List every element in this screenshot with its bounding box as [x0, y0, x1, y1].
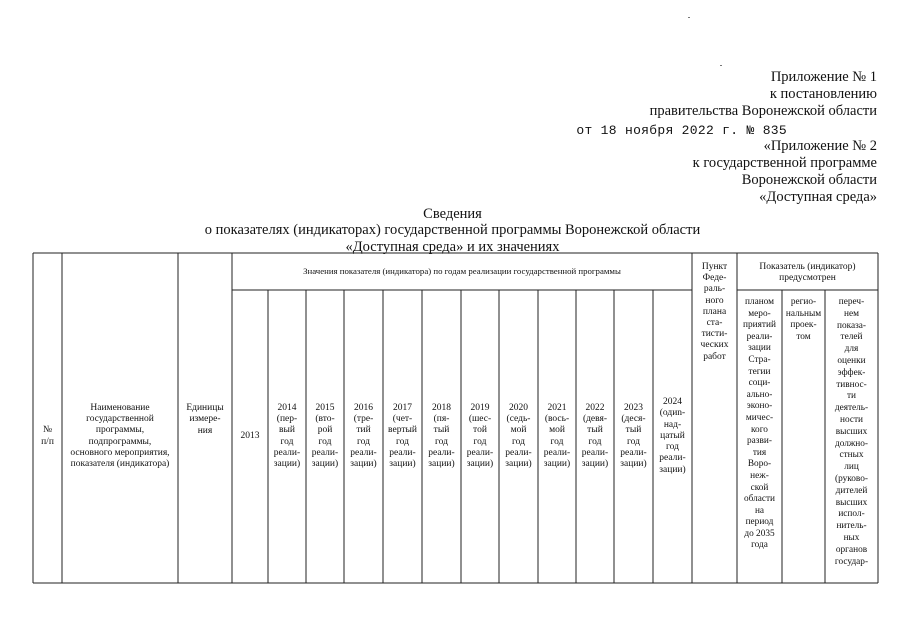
year-2018-header: 2018 (пя- тый год реали- зации)	[428, 402, 455, 469]
year-2022-header: 2022 (девя- тый год реали- зации)	[581, 402, 609, 469]
col-name-header: Наименование государственной программы, подпрограммы, основного мероприятия, показателя (индикатора)	[70, 402, 170, 469]
appendix-line-2: к постановлению	[769, 86, 877, 102]
appendix-decree-date: от 18 ноября 2022 г. № 835	[576, 123, 787, 138]
appendix-line-8: «Доступная среда»	[759, 189, 877, 205]
group-provided-header: Показатель (индикатор) предусмотрен	[759, 261, 856, 283]
doc-title: Сведения	[423, 206, 482, 222]
year-2016-header: 2016 (тре- тий год реали- зации)	[350, 402, 377, 469]
year-2015-header: 2015 (вто- рой год реали- зации)	[311, 402, 339, 469]
appendix-line-6: к государственной программе	[692, 155, 877, 171]
doc-subtitle: о показателях (индикаторах) государственной программы Воронежской области	[204, 222, 701, 238]
col-regional-project-header: регио- нальным проек- том	[785, 297, 822, 342]
group-values-header: Значения показателя (индикатора) по годам реализации государственной программы	[303, 265, 621, 276]
appendix-line-3: правительства Воронежской области	[649, 103, 877, 119]
col-number-header: № п/п	[41, 425, 54, 447]
doc-subtitle-2: «Доступная среда» и их значениях	[345, 239, 560, 255]
year-2019-header: 2019 (шес- той год реали- зации)	[466, 402, 494, 469]
year-2023-header: 2023 (деся- тый год реали- зации)	[620, 402, 647, 469]
col-officials-list-header: переч- нем показа- телей для оценки эффек- тивнос- ти деятель- ности высших должно- стных лиц (руково- дителей высших испол- нитель- ных органов государ-	[834, 297, 869, 567]
appendix-line-5: «Приложение № 2	[763, 138, 877, 154]
year-2017-header: 2017 (чет- вертый год реали- зации)	[388, 402, 417, 469]
appendix-line-7: Воронежской области	[741, 172, 877, 188]
year-2024-header: 2024 (одиn- над- цатый год реали- зации)	[659, 397, 686, 475]
col-strategy-plan-header: планом меро- приятий реали- зации Стра- тегии соци- ально- эконо- мичес- кого разви- тия Воро- неж- ской области на период до 2035 года	[743, 297, 776, 551]
year-2021-header: 2021 (вось- мой год реали- зации)	[543, 402, 571, 469]
year-2020-header: 2020 (седь- мой год реали- зации)	[505, 402, 532, 469]
col-federal-plan-header: Пункт Феде- раль- ного плана ста- тисти- ческих работ	[700, 262, 729, 362]
appendix-line-1: Приложение № 1	[770, 69, 877, 85]
year-2013-header: 2013	[240, 430, 260, 441]
year-2014-header: 2014 (пер- вый год реали- зации)	[273, 402, 301, 469]
col-unit-header: Единицы измере- ния	[186, 403, 224, 436]
